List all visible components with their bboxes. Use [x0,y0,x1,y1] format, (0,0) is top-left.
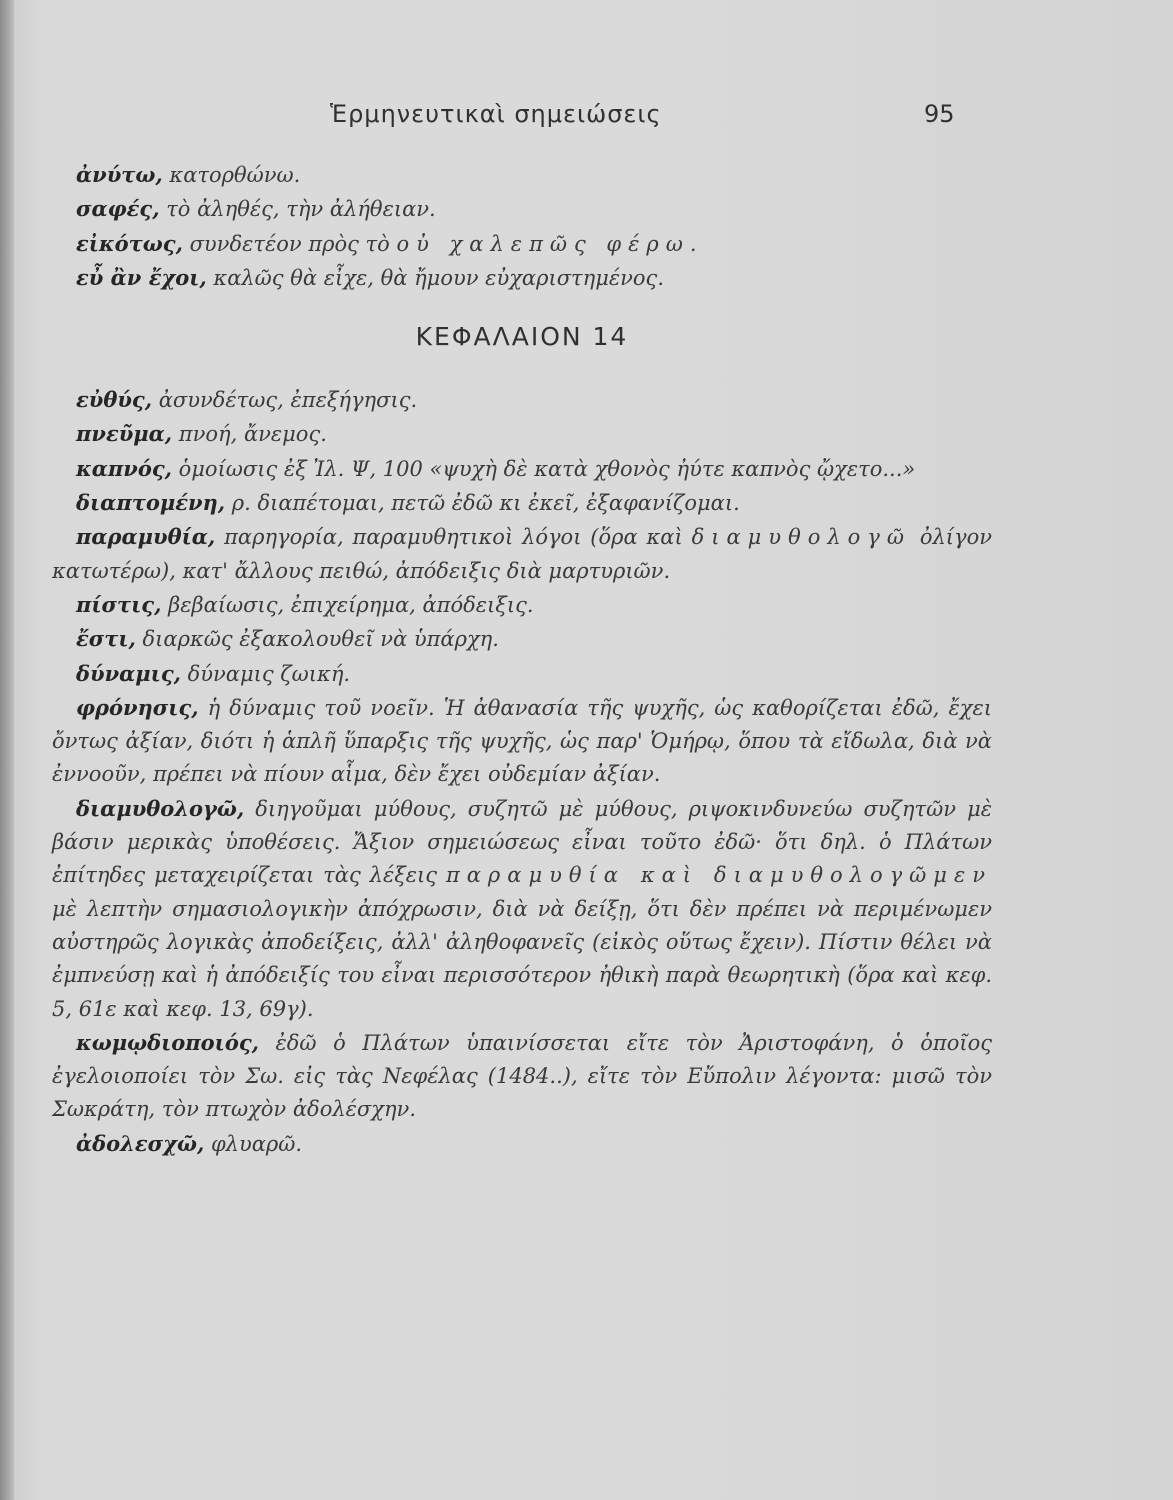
note-gloss: κατορθώνω. [162,163,301,187]
note-entry [52,261,992,295]
note-entry [52,792,992,1026]
note-gloss: ἀσυνδέτως, ἐπεξήγησις. [152,388,418,413]
note-entry [52,622,992,656]
note-term: πνεῦμα, [76,421,173,447]
chapter-heading: ΚΕΦΑΛΑΙΟΝ 14 [415,322,629,352]
note-term: φρόνησις, [76,694,199,720]
note-term: εἰκότως, [76,230,183,256]
book-spine-shadow [0,0,14,1500]
note-entry [52,1127,992,1161]
note-entry [52,691,992,792]
note-gloss: μὲ λεπτὴν σημασιολογικὴν ἀπόχρωσιν, διὰ νὰ δείξῃ, ὅτι δὲν πρέπει νὰ περιμένωμεν αὐστηρῶς λογικὰς ἀποδείξεις, ἀλλ' ἀληθοφανεῖς (εἰκὸς οὕτως ἔχειν). Πίστιν θέλει νὰ ἐμπνεύσῃ καὶ ἡ ἀπόδειξίς του εἶναι περισσότερον ἠθικὴ παρὰ θεωρητικὴ (ὅρα καὶ κεφ. 5, 61ε καὶ κεφ. 13, 69γ). [52,896,992,1021]
note-gloss: ἡ δύναμις τοῦ νοεῖν. Ἡ ἀθανασία τῆς ψυχῆς, ὡς καθορίζεται ἐδῶ, ἔχει ὄντως ἀξίαν, διότι ἡ ἁπλῆ ὕπαρξις τῆς ψυχῆς, ὡς παρ' Ὁμήρῳ, ὅπου τὰ εἴδωλα, διὰ νὰ ἐννοοῦν, πρέπει νὰ πίουν αἷμα, δὲν ἔχει οὐδεμίαν ἀξίαν. [52,695,992,787]
note-gloss: ρ. διαπέτομαι, πετῶ ἐδῶ κι ἐκεῖ, ἐξαφανίζομαι. [225,491,740,516]
note-term: ἀνύτω, [76,162,163,187]
note-term: διαπτομένη, [76,490,226,516]
note-term: ἔστι, [76,626,136,652]
note-gloss: διαρκῶς ἐξακολουθεῖ νὰ ὑπάρχη. [135,627,499,652]
note-gloss: ὁμοίωσις ἐξ Ἰλ. Ψ, 100 «ψυχὴ δὲ κατὰ χθονὸς ἠύτε καπνὸς ᾤχετο...» [171,456,916,481]
note-term: διαμυθολογῶ, [76,795,245,821]
running-title: Ἑρμηνευτικαὶ σημειώσεις [330,100,662,128]
note-gloss: διηγοῦμαι μύθους, συζητῶ μὲ μύθους, ριψοκινδυνεύω συζητῶν μὲ βάσιν μερικὰς ὑποθέσεις. Ἄξιον σημειώσεως εἶναι τοῦτο ἐδῶ· ὅτι δηλ. ὁ Πλάτων ἐπίτηδες μεταχειρίζεται τὰς λέξεις [52,796,992,888]
note-term: εὖ ἂν ἔχοι, [76,264,207,290]
note-gloss: δύναμις ζωική. [180,661,351,686]
note-entry [52,588,992,622]
note-entry [52,452,992,486]
note-entry [52,486,992,520]
note-entry [52,158,992,192]
note-entry [52,383,992,417]
note-gloss-spaced: διαμυθολογῶ [691,525,911,550]
note-gloss: συνδετέον πρὸς τὸ [182,231,397,256]
note-gloss: ὀλίγον κατωτέρω), κατ' ἄλλους πειθώ, ἀπόδειξις διὰ μαρτυριῶν. [52,525,993,583]
commentary-text [52,158,992,1161]
note-entry [52,1026,992,1127]
note-term: δύναμις, [76,660,181,686]
page-number: 95 [924,100,955,128]
note-term: πίστις, [76,591,162,617]
note-entry [52,192,992,226]
note-gloss: φλυαρῶ. [204,1131,303,1156]
note-gloss: τὸ ἀληθές, τὴν ἀλήθειαν. [159,197,436,222]
note-term: σαφές, [76,196,160,222]
note-gloss-spaced: οὐ χαλεπῶς φέρω. [396,231,704,256]
note-term: κωμῳδιοποιός, [76,1029,259,1055]
note-term: ἀδολεσχῶ, [76,1130,205,1156]
note-gloss: καλῶς θὰ εἶχε, θὰ ἤμουν εὐχαριστημένος. [206,265,664,290]
note-term: καπνός, [76,455,172,481]
running-head [0,100,1173,136]
note-term: παραμυθία, [76,524,216,550]
note-gloss: βεβαίωσις, ἐπιχείρημα, ἀπόδειξις. [161,592,534,617]
note-entry [52,520,992,588]
note-entry [52,417,992,451]
note-gloss-spaced: παραμυθία καὶ διαμυθολογῶμεν [445,863,992,888]
note-entry [52,657,992,691]
note-term: εὐθύς, [76,387,153,413]
note-entry [52,227,992,261]
note-gloss: ἐδῶ ὁ Πλάτων ὑπαινίσσεται εἴτε τὸν Ἀριστοφάνη, ὁ ὁποῖος ἐγελοιοποίει τὸν Σω. εἰς τὰς Νεφέλας (1484..), εἴτε τὸν Εὔπολιν λέγοντα: μισῶ τὸν Σωκράτη, τὸν πτωχὸν ἀδολέσχην. [52,1030,992,1122]
note-gloss: πνοή, ἄνεμος. [172,422,327,447]
note-gloss: παρηγορία, παραμυθητικοὶ λόγοι (ὅρα καὶ [215,525,692,550]
